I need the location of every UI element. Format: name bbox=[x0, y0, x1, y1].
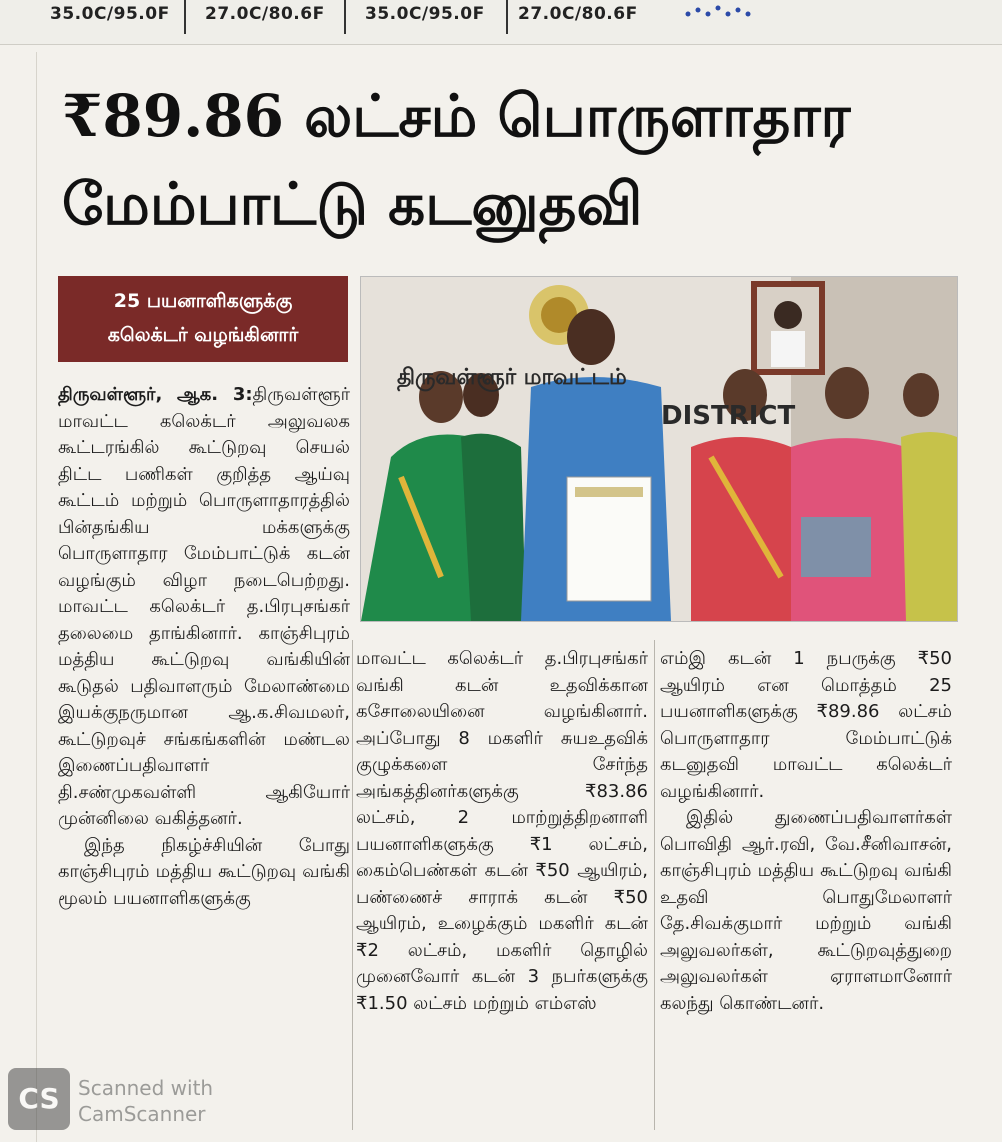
divider bbox=[344, 0, 346, 34]
article-paragraph: இதில் துணைப்பதிவாளர்கள் பொவிதி ஆர்.ரவி, வே.சீனிவாசன், காஞ்சிபுரம் மத்திய கூட்டுறவு வங்கி உதவி பொதுமேலாளர் தே.சிவக்குமார் மற்றும் வங்கி அலுவலர்கள், கூட்டுறவுத்துறை அலுவலர்கள் ஏராளமானோர் கலந்து கொண்டனர். bbox=[660, 807, 952, 1014]
watermark-line-2: CamScanner bbox=[78, 1102, 206, 1126]
camscanner-logo-icon: CS bbox=[8, 1068, 70, 1130]
column-rule bbox=[352, 640, 353, 1130]
column-rule bbox=[654, 640, 655, 1130]
subheadline-box bbox=[58, 276, 348, 362]
article-column-1 bbox=[58, 382, 350, 912]
wall-sign-district: DISTRICT bbox=[661, 401, 796, 431]
article-paragraph bbox=[58, 382, 350, 833]
photo-illustration bbox=[361, 277, 957, 621]
scanner-watermark bbox=[8, 1068, 258, 1132]
article-paragraph: மாவட்ட கலெக்டர் த.பிரபுசங்கர் வங்கி கடன் உதவிக்கான கசோலையினை வழங்கினார். அப்போது 8 மகளிர் சுயஉதவிக் குழுக்களை சேர்ந்த அங்கத்தினர்களுக்கு ₹83.86 லட்சம், 2 மாற்றுத்திறனாளி பயனாளிகளுக்கு ₹1 லட்சம், கைம்பெண்கள் கடன் ₹50 ஆயிரம், பண்ணைச் சாராக் கடன் ₹50 ஆயிரம், உழைக்கும் மகளிர் கடன் ₹2 லட்சம், மகளிர் தொழில் முனைவோர் கடன் 3 நபர்களுக்கு ₹1.50 லட்சம் மற்றும் எம்எஸ் bbox=[356, 648, 648, 1014]
headline-line-2: மேம்பாட்டு கடனுதவி bbox=[62, 170, 643, 238]
article-paragraph: இந்த நிகழ்ச்சியின் போது காஞ்சிபுரம் மத்திய கூட்டுறவு வங்கி மூலம் பயனாளிகளுக்கு bbox=[58, 834, 350, 909]
article-column-2 bbox=[356, 646, 648, 1017]
watermark-line-1: Scanned with bbox=[78, 1076, 214, 1100]
temperature-reading: 27.0C/80.6F bbox=[518, 4, 638, 24]
subheadline-line-1: 25 பயனாளிகளுக்கு bbox=[113, 290, 293, 312]
headline bbox=[62, 72, 942, 248]
logo-dots-icon bbox=[684, 2, 754, 18]
dateline: திருவள்ளூர், ஆக. 3: bbox=[58, 384, 253, 405]
divider bbox=[506, 0, 508, 34]
news-photo bbox=[360, 276, 958, 622]
weather-strip bbox=[0, 0, 1002, 45]
article-text: திருவள்ளூர் மாவட்ட கலெக்டர் அலுவலக கூட்டரங்கில் கூட்டுறவு செயல் திட்ட பணிகள் குறித்த ஆய்வு கூட்டம் மற்றும் பொருளாதாரத்தில் பின்தங்கிய மக்களுக்கு பொருளாதார மேம்பாட்டுக் கடன் வழங்கும் விழா நடைபெற்றது. மாவட்ட கலெக்டர் த.பிரபுசங்கர் தலைமை தாங்கினார். காஞ்சிபுரம் மத்திய கூட்டுறவு வங்கியின் கூடுதல் பதிவாளரும் மேலாண்மை இயக்குநருமான ஆ.க.சிவமலர், கூட்டுறவுச் சங்கங்களின் மண்டல இணைப்பதிவாளர் தி.சண்முகவள்ளி ஆகியோர் முன்னிலை வகித்தனர். bbox=[58, 384, 350, 829]
headline-line-1: ₹89.86 லட்சம் பொருளாதார bbox=[62, 82, 851, 150]
divider bbox=[184, 0, 186, 34]
temperature-reading: 35.0C/95.0F bbox=[365, 4, 485, 24]
subheadline-line-2: கலெக்டர் வழங்கினார் bbox=[107, 324, 299, 346]
wall-sign-text: திருவள்ளூர் மாவட்டம் bbox=[397, 365, 627, 390]
article-paragraph: எம்இ கடன் 1 நபருக்கு ₹50 ஆயிரம் என மொத்தம் 25 பயனாளிகளுக்கு ₹89.86 லட்சம் பொருளாதார மேம்பாட்டுக் கடனுதவி மாவட்ட கலெக்டர் வழங்கினார். bbox=[660, 648, 952, 802]
temperature-reading: 27.0C/80.6F bbox=[205, 4, 325, 24]
article-column-3 bbox=[660, 646, 952, 1017]
temperature-reading: 35.0C/95.0F bbox=[50, 4, 170, 24]
